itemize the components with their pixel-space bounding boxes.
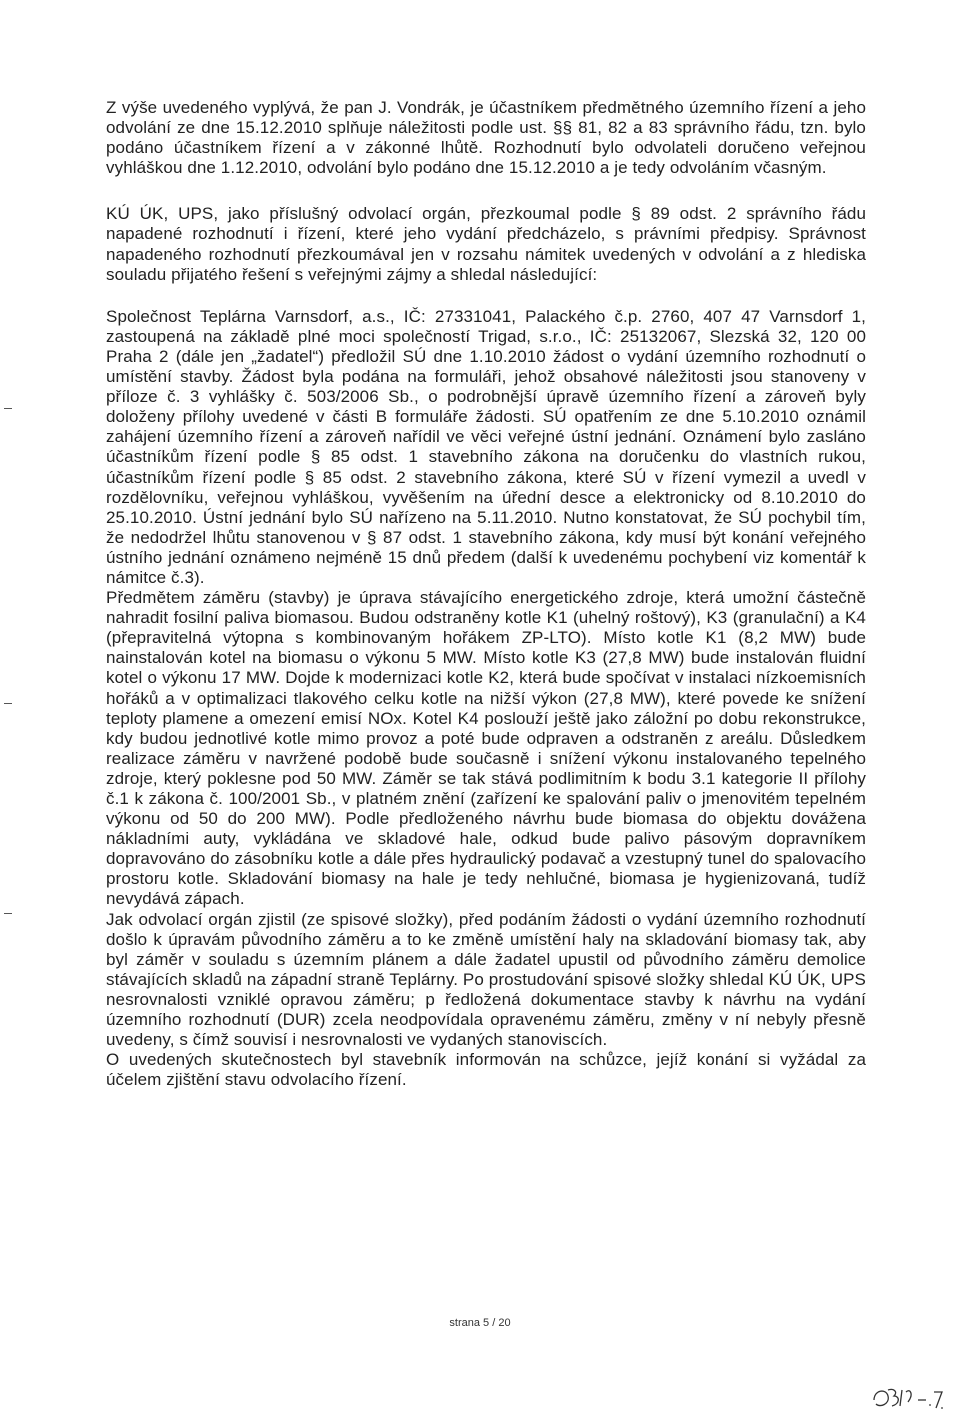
paragraph-zadost: Společnost Teplárna Varnsdorf, a.s., IČ: 27331041, Palackého č.p. 2760, 407 47 Varnsdorf 1, zastoupená na základě plné moci společností Trigad, s.r.o., IČ: 25132067, Slezská 32, 120 00 Praha 2 (dále jen „žadatel“) předložil SÚ dne 1.10.2010 žádost o vydání územního rozhodnutí o umístění stavby. Žádost byla podána na formuláři, jehož obsahové náležitosti jsou stanoveny v příloze č. 3 vyhlášky č. 503/2006 Sb., o podrobnější úpravě územního řízení a zároveň byly doloženy přílohy uvedené v části B formuláře žádosti. SÚ opatřením ze dne 5.10.2010 oznámil zahájení územního řízení a zároveň nařídil ve věci veřejné ústní jednání. Oznámení bylo zasláno účastníkům řízení podle § 85 odst. 1 stavebního zákona na doručenku do vlastních rukou, účastníkům řízení podle § 85 odst. 2 stavebního zákona, které SÚ v řízení vymezil a uvedl v rozdělovníku, veřejnou vyhláškou, vyvěšením na úřední desce a elektronicky od 8.10.2010 do 25.10.2010. Ústní jednání bylo SÚ nařízeno na 5.11.2010. Nutno konstatovat, že SÚ pochybil tím, že nedodržel lhůtu stanovenou v § 87 odst. 1 stavebního zákona, kdy musí být konání veřejného ústního jednání oznámeno nejméně 15 dnů předem (další k uvedenému pochybení viz komentář k námitce č.3). — [106, 306, 866, 587]
page-number: strana 5 / 20 — [449, 1317, 511, 1329]
margin-tick — [4, 703, 12, 704]
margin-tick — [4, 913, 12, 914]
paragraph-prezkum: KÚ ÚK, UPS, jako příslušný odvolací orgán, přezkoumal podle § 89 odst. 2 správního řádu napadené rozhodnutí i řízení, které jeho vydání předcházelo, s právními předpisy. Správnost napadeného rozhodnutí přezkoumával jen v rozsahu námitek uvedených v odvolání a z hlediska souladu přijatého řešení s veřejnými zájmy a shledal následující: — [106, 204, 866, 284]
margin-tick — [4, 408, 12, 409]
document-body — [106, 98, 866, 1090]
paragraph-predmet-zameru: Předmětem záměru (stavby) je úprava stávajícího energetického zdroje, která umožní částečně nahradit fosilní paliva biomasou. Budou odstraněny kotle K1 (uhelný roštový), K3 (granulační) a K4 (přepravitelná výtopna s kombinovaným hořákem ZP-LTO). Místo kotle K1 (8,2 MW) bude nainstalován kotel na biomasu o výkonu 5 MW. Místo kotle K3 (27,8 MW) bude instalován fluidní kotel o výkonu 17 MW. Dojde k modernizaci kotle K2, která bude spočívat v instalaci nízkoemisních hořáků a v optimalizaci tlakového celku kotle na nižší výkon (27,8 MW), které povede ke snížení teploty plamene a omezení emisí NOx. Kotel K4 poslouží ještě jako záložní po dobu rekonstrukce, kdy budou jednotlivé kotle mimo provoz a poté bude odpraven a odstraněn z areálu. Důsledkem realizace záměru v navržené podobě bude současně i snížení výkonu instalovaného tepelného zdroje, který poklesne pod 50 MW. Záměr se tak stává podlimitním k bodu 3.1 kategorie II přílohy č.1 k zákona č. 100/2001 Sb., v platném znění (zařízení ke spalování paliv o jmenovitém tepelném výkonu od 50 do 200 MW). Podle předloženého návrhu bude biomasa do objektu dovážena nákladními auty, vykládána ve skladové hale, odkud bude palivo pásovým dopravníkem dopravováno do zásobníku kotle a dále přes hydraulický podavač a vzestupný tunel do spalovacího prostoru kotle. Skladování biomasy na hale je tedy nehlučné, biomasa je hygienizovaná, tudíž nevydává zápach. — [106, 588, 866, 909]
paragraph-odvolani-vcasne: Z výše uvedeného vyplývá, že pan J. Vondrák, je účastníkem předmětného územního řízení a jeho odvolání ze dne 15.12.2010 splňuje náležitosti podle ust. §§ 81, 82 a 83 správního řádu, tzn. bylo podáno účastníkem řízení a v zákonné lhůtě. Rozhodnutí bylo odvolateli doručeno veřejnou vyhláškou dne 1.12.2010, odvolání bylo podáno dne 15.12.2010 a je tedy odvoláním včasným. — [106, 98, 866, 178]
handwritten-page-mark — [868, 1384, 946, 1412]
paragraph-zjisteni: Jak odvolací orgán zjistil (ze spisové složky), před podáním žádosti o vydání územního rozhodnutí došlo k úpravám původního záměru a to ke změně umístění haly na skladování biomasy tak, aby byl záměr v souladu s územním plánem a dále žadatel upustil od původního záměru demolice stávajících skladů na západní straně Teplárny. Po prostudování spisové složky shledal KÚ ÚK, UPS nesrovnalosti vzniklé opravou záměru; p ředložená dokumentace stavby k návrhu na vydání územního rozhodnutí (DUR) zcela neodpovídala opravenému záměru, změny v ní nebyly přesně uvedeny, s čímž souvisí i nesrovnalosti ve vydaných stanoviscích. — [106, 909, 866, 1050]
paragraph-schuzka: O uvedených skutečnostech byl stavebník informován na schůzce, jejíž konání si vyžádal za účelem zjištění stavu odvolacího řízení. — [106, 1050, 866, 1090]
